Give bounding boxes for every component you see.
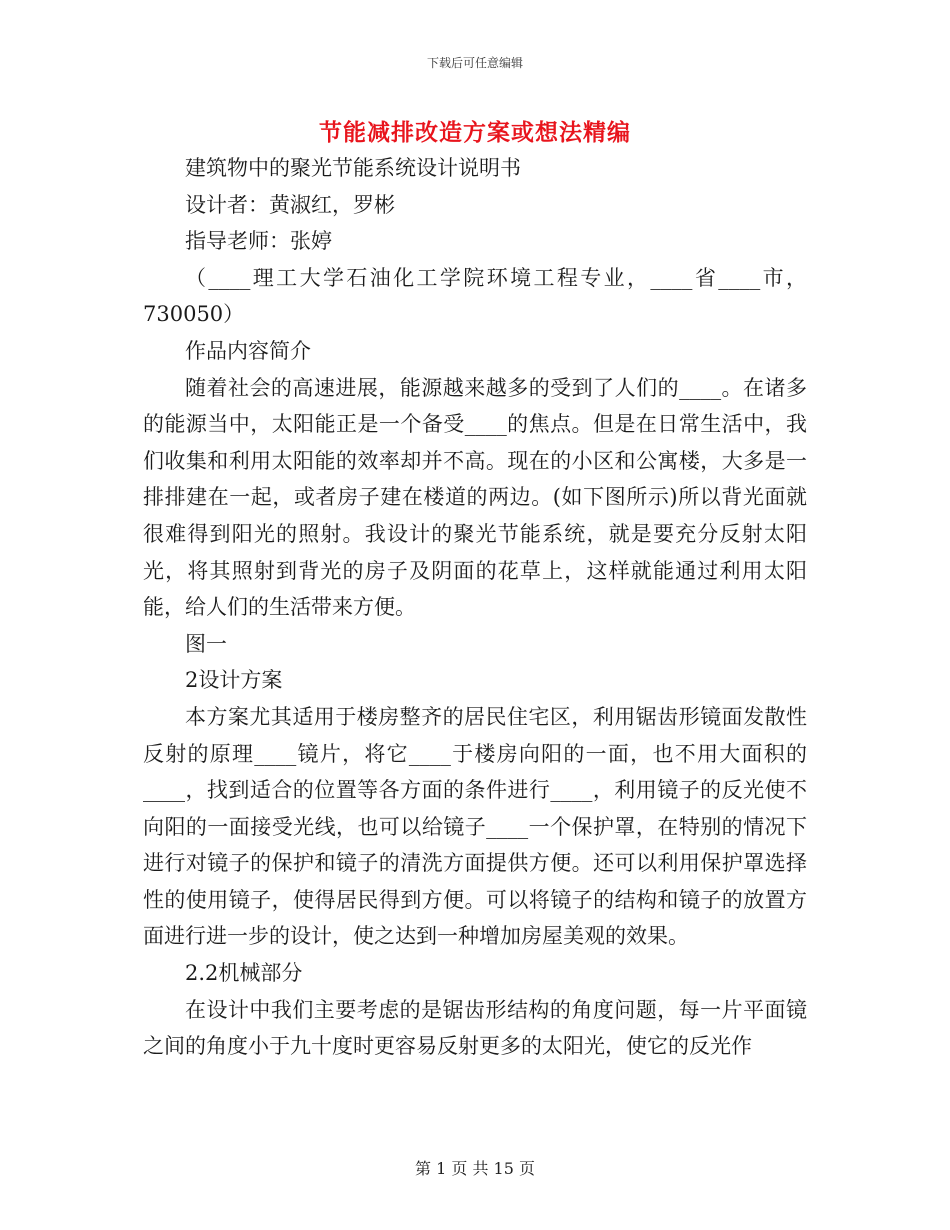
affiliation-line: （____理工大学石油化工学院环境工程专业，____省____市，730050） — [143, 265, 807, 327]
page-header-note: 下载后可任意编辑 — [426, 56, 523, 70]
summary-paragraph: 随着社会的高速进展，能源越来越多的受到了人们的____。在诸多的能源当中，太阳能正是一个备受____的焦点。但是在日常生活中，我们收集和利用太阳能的效率却并不高。现在的小区和公寓楼，大多是一排排建在一起，或者房子建在楼道的两边。(如下图所示)所以背光面就很难得到阳光的照射。我设计的聚光节能系统，就是要充分反射太阳光，将其照射到背光的房子及阴面的花草上，这样就能通过利用太阳能，给人们的生活带来方便。 — [143, 375, 807, 620]
section-heading-summary: 作品内容简介 — [185, 338, 311, 363]
document-body — [143, 150, 807, 1065]
design-paragraph: 本方案尤其适用于楼房整齐的居民住宅区，利用锯齿形镜面发散性反射的原理____镜片，将它____于楼房向阳的一面，也不用大面积的____，找到适合的位置等各方面的条件进行____，利用镜子的反光使不向阳的一面接受光线，也可以给镜子____一个保护罩，在特别的情况下进行对镜子的保护和镜子的清洗方面提供方便。还可以利用保护罩选择性的使用镜子，使得居民得到方便。可以将镜子的结构和镜子的放置方面进行进一步的设计，使之达到一种增加房屋美观的效果。 — [143, 704, 807, 949]
document-title: 节能减排改造方案或想法精编 — [319, 119, 631, 146]
designer-line: 设计者：黄淑红，罗彬 — [185, 192, 395, 217]
section-heading-design: 2设计方案 — [185, 668, 283, 693]
figure-caption: 图一 — [185, 631, 227, 656]
page-number: 第 1 页 共 15 页 — [415, 1159, 535, 1178]
section-heading-mechanical: 2.2机械部分 — [185, 961, 303, 986]
mechanical-paragraph: 在设计中我们主要考虑的是锯齿形结构的角度问题，每一片平面镜之间的角度小于九十度时更容易反射更多的太阳光，使它的反光作 — [143, 997, 807, 1059]
subtitle-line: 建筑物中的聚光节能系统设计说明书 — [185, 156, 521, 180]
advisor-line: 指导老师：张婷 — [185, 229, 332, 254]
